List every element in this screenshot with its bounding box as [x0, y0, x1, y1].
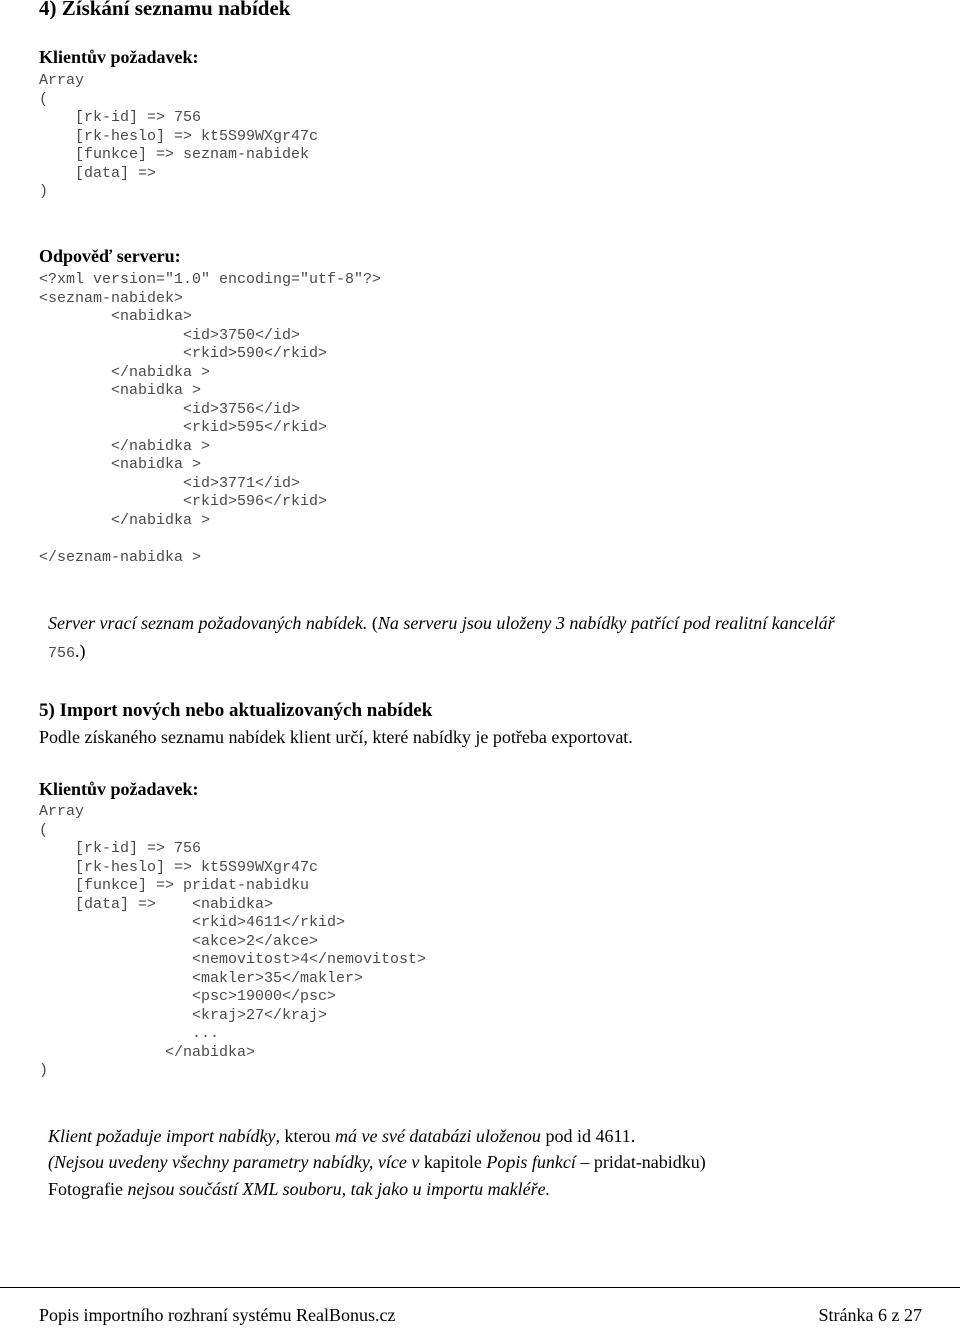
server-note-paren: (: [367, 613, 378, 633]
p1-seg: Klient požaduje import nabídky: [48, 1126, 276, 1146]
server-note: [39, 592, 835, 634]
p2-seg: (Nejsou uvedeny všechny parametry nabídky, více v: [48, 1152, 420, 1172]
server-note-italic2: Na serveru jsou uloženy 3 nabídky patřící pod realitní kancelář: [377, 613, 835, 633]
footer-page-number: Stránka 6 z 27: [818, 1305, 922, 1325]
server-note-end: .): [75, 641, 86, 661]
request-code: Array ( [rk-id] => 756 [rk-heslo] => kt5S99WXgr47c [funkce] => seznam-nabidek [data] => ): [39, 72, 319, 200]
response-label: Odpověď serveru:: [39, 246, 181, 266]
p1-seg: , kterou: [275, 1126, 335, 1146]
p1-seg: má ve své databázi uloženou: [334, 1126, 541, 1146]
section5-intro: Podle získaného seznamu nabídek klient určí, které nabídky je potřeba exportovat.: [39, 727, 633, 747]
p3-seg: Fotografie: [48, 1179, 128, 1199]
request-code-2: Array ( [rk-id] => 756 [rk-heslo] => kt5S99WXgr47c [funkce] => pridat-nabidku [data] => <nabidka> <rkid>4611</rkid> <akce>2</akce> <nemovitost>4</nemovitost> <makler>35</makler> <psc>19000</psc> <kraj>27</kraj> ... </nabidka> ): [39, 803, 427, 1079]
response-code: <?xml version="1.0" encoding="utf-8"?> <seznam-nabidek> <nabidka> <id>3750</id> <rkid>590</rkid> </nabidka > <nabidka > <id>3756</id> <rkid>595</rkid> </nabidka > <nabidka > <id>3771</id> <rkid>596</rkid> </nabidka > </seznam-nabidka >: [39, 271, 382, 566]
request-label: Klientův požadavek:: [39, 47, 199, 67]
paragraph-3: [39, 1150, 550, 1202]
p2-seg: kapitole: [419, 1152, 487, 1172]
request-label-2: Klientův požadavek:: [39, 779, 199, 799]
footer-title: Popis importního rozhraní systému RealBonus.cz: [39, 1305, 396, 1325]
section5-heading: 5) Import nových nebo aktualizovaných nabídek: [39, 700, 433, 721]
p2-seg: – pridat-nabidku): [575, 1152, 706, 1172]
p3-seg: nejsou součástí XML souboru, tak jako u importu makléře.: [127, 1179, 551, 1199]
server-note-line2: [39, 620, 86, 664]
server-note-italic: Server vrací seznam požadovaných nabídek.: [48, 613, 368, 633]
p1-seg: pod id 4611.: [540, 1126, 636, 1146]
footer-divider: [0, 1287, 960, 1288]
section4-heading: 4) Získání seznamu nabídek: [39, 0, 291, 20]
server-note-code: 756: [48, 645, 76, 662]
p2-seg: Popis funkcí: [486, 1152, 576, 1172]
